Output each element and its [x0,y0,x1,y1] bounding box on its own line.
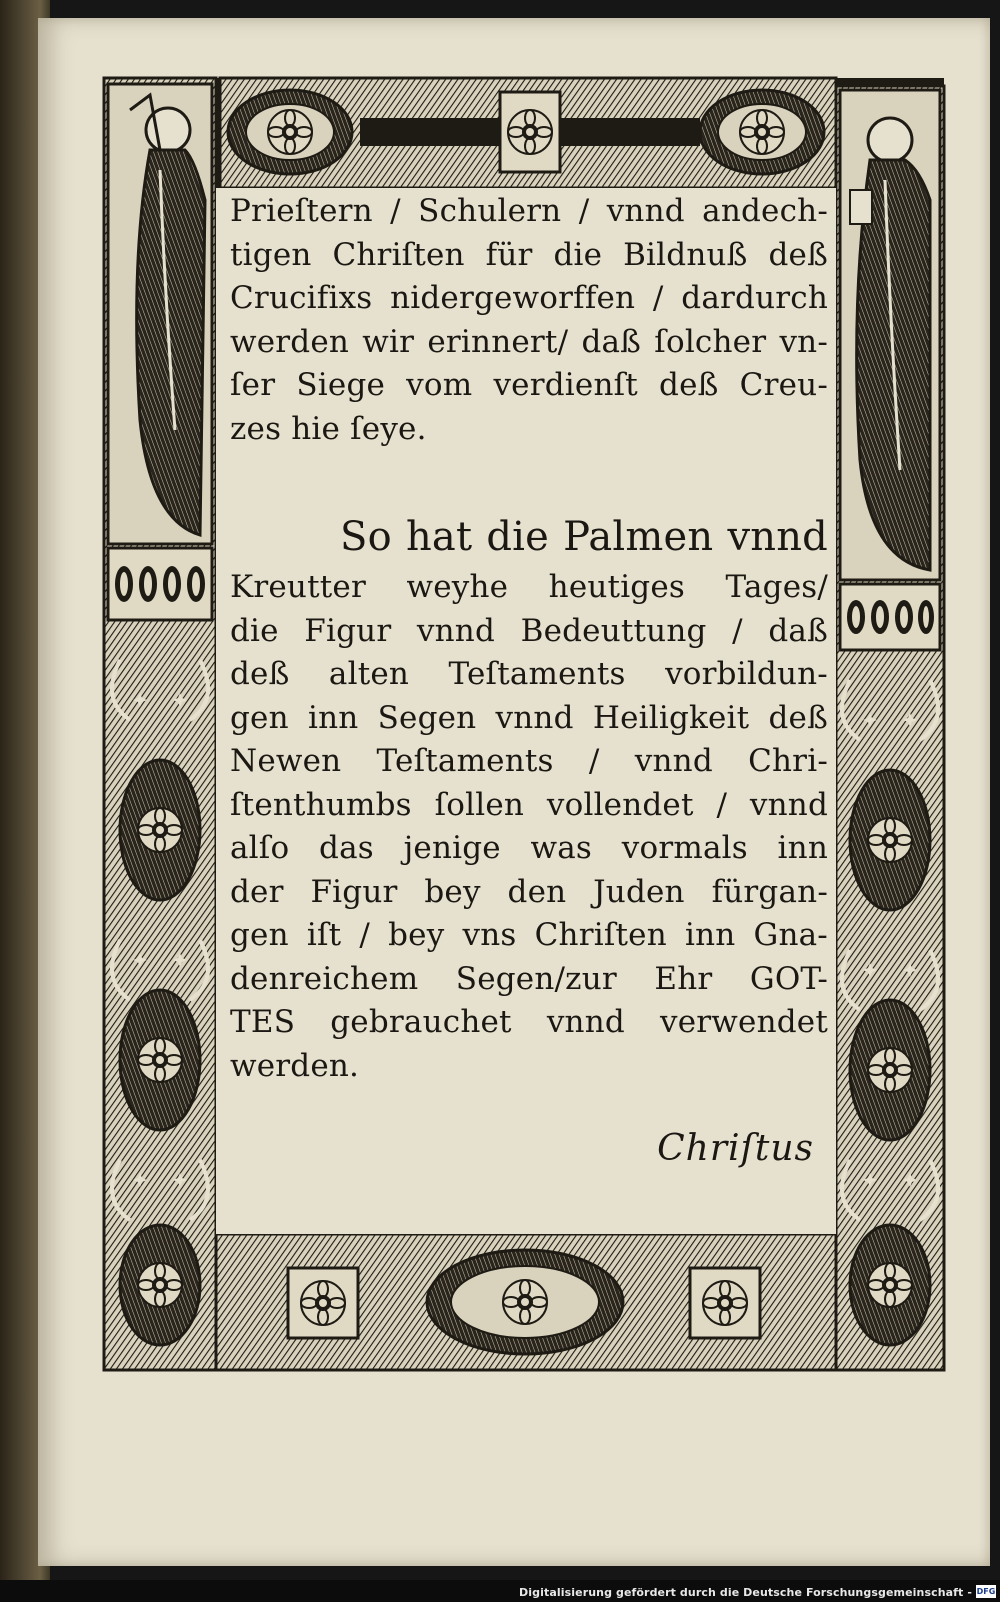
dfg-logo: DFG [976,1587,996,1596]
text-line: gen iſt / bey vns Chriſten inn Gna- [230,917,828,953]
text-line: tigen Chriſten für die Bildnuß deß [230,236,828,273]
text-line: denreichem Segen/zur Ehr GOT- [230,960,828,997]
catchword: Chriſtus [657,1128,814,1169]
text-line: deß alten Teſtaments vorbildun- [230,656,828,692]
text-line: werden wir erinnert/ daß ſolcher vn- [230,323,828,360]
text-line: Prieſtern / Schulern / vnnd andech- [230,193,828,229]
saint-figure-left [108,84,212,544]
text-line: werden. [230,1047,360,1084]
text-line: zes hie ſeye. [230,410,427,447]
text-line: gen inn Segen vnnd Heiligkeit deß [230,699,828,736]
text-line: TES gebrauchet vnnd verwendet [230,1004,828,1040]
text-line: ſer Siege vom verdienſt deß Creu- [230,367,828,403]
paragraph-2 [230,508,828,1088]
text-line: der Figur bey den Juden fürgan- [230,873,828,910]
text-line: Kreutter weyhe heutiges Tages/ [230,569,828,605]
text-line: alſo das jenige was vormals inn [230,830,828,866]
text-line: die Figur vnnd Bedeuttung / daß [230,612,828,649]
text-line-initial: So hat die Palmen vnnd [340,514,828,560]
footer-credit: Digitalisierung gefördert durch die Deutsche Forschungsgemeinschaft - [519,1586,972,1599]
paragraph-1 [230,190,828,451]
text-line: ſtenthumbs ſollen vollendet / vnnd [230,786,828,823]
text-area [230,190,828,1230]
text-line: Newen Teſtaments / vnnd Chri- [230,743,828,779]
text-line: Crucifixs nidergeworffen / dardurch [230,280,828,316]
saint-figure-right [840,90,940,580]
